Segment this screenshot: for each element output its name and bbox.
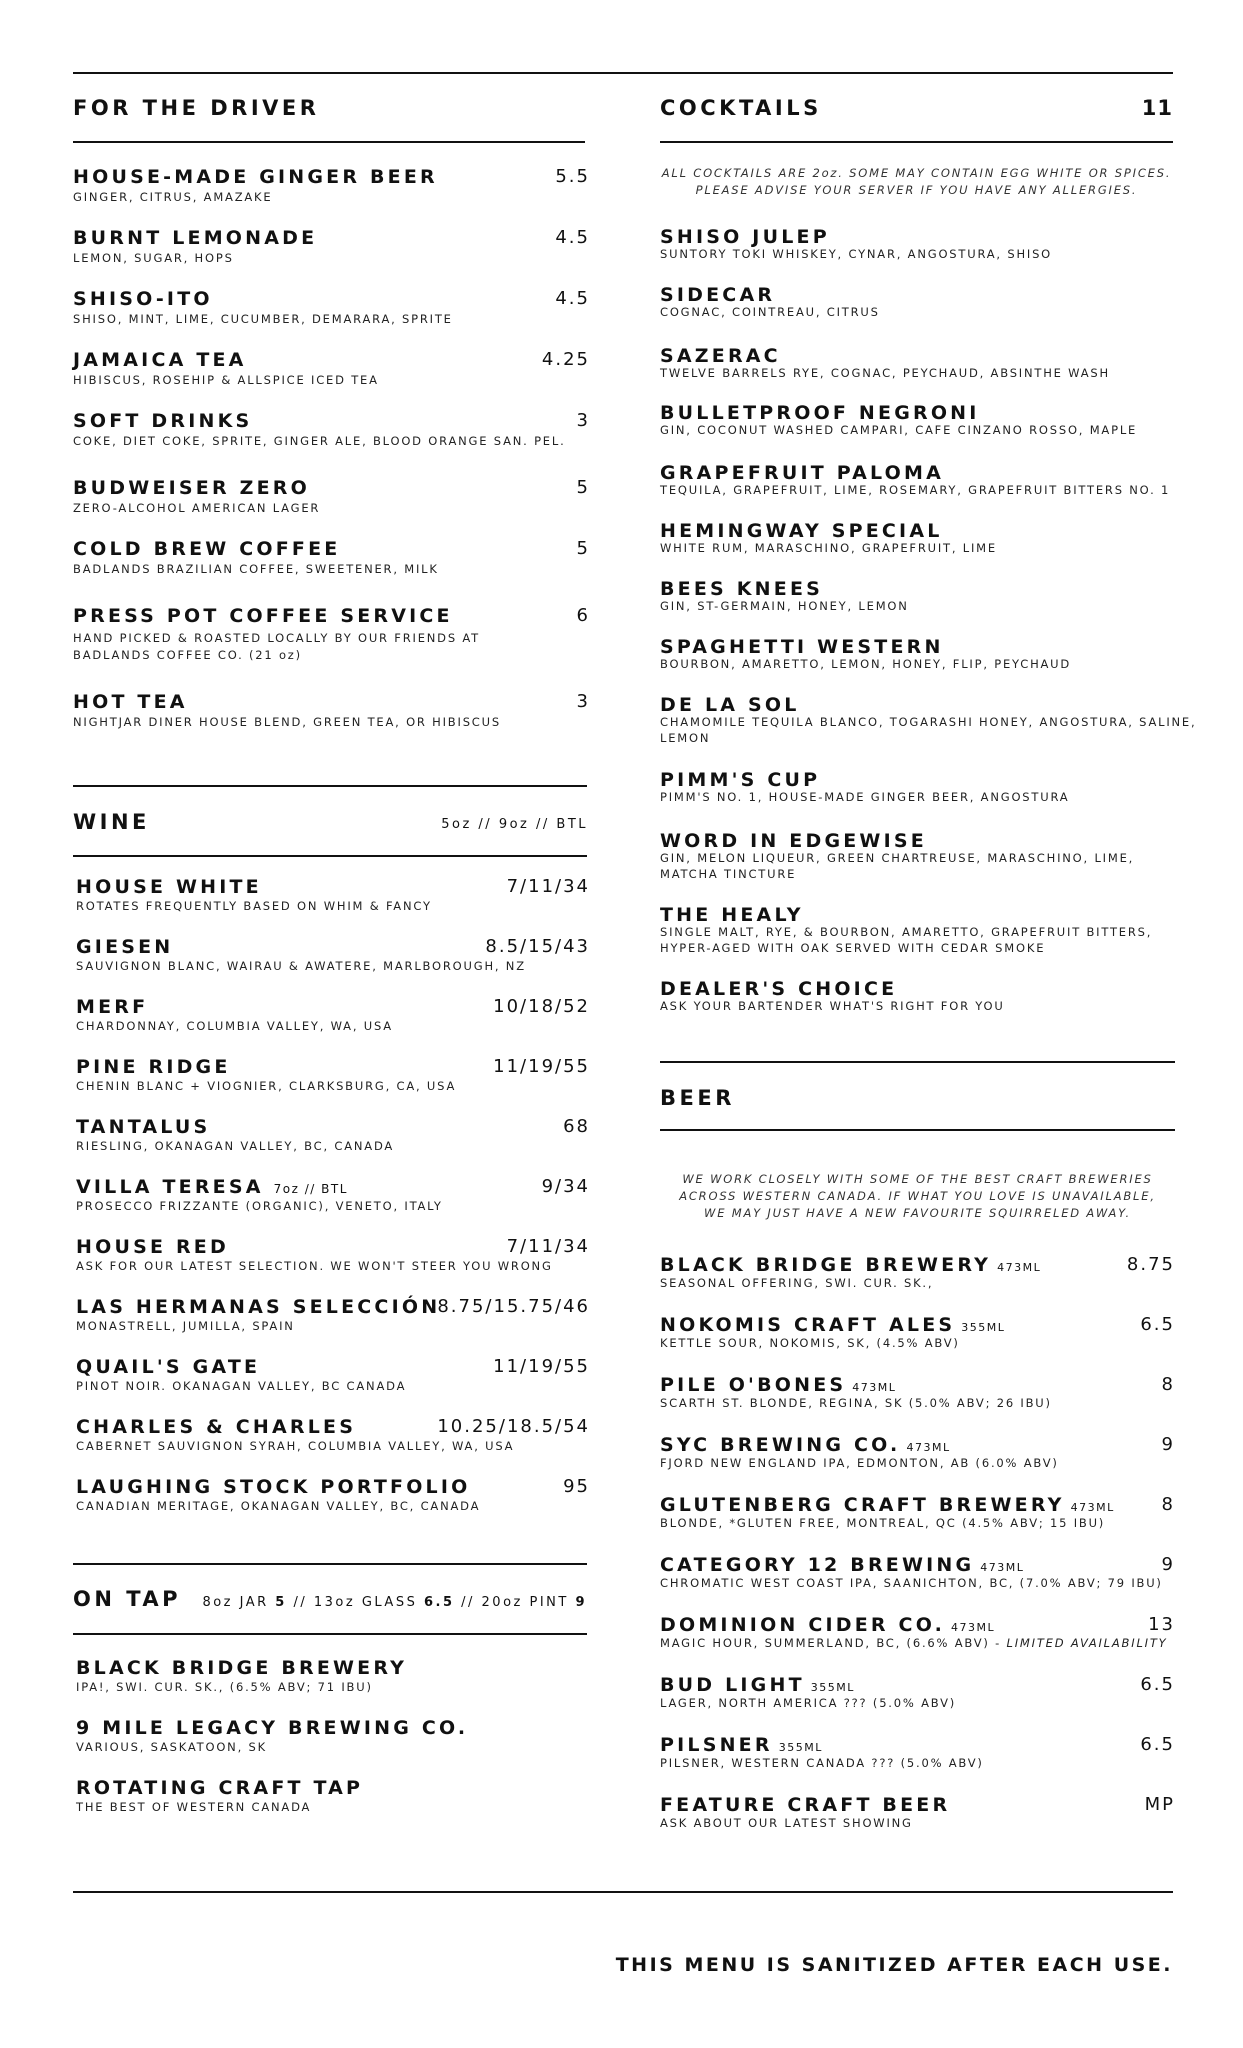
item-desc: GINGER, CITRUS, AMAZAKE bbox=[73, 190, 273, 204]
tap-size-glass: // 13oz GLASS bbox=[286, 1595, 424, 1610]
item-desc: SHISO, MINT, LIME, CUCUMBER, DEMARARA, SPRITE bbox=[73, 312, 453, 326]
item-desc: SAUVIGNON BLANC, WAIRAU & AWATERE, MARLBOROUGH, NZ bbox=[76, 959, 526, 973]
item-name: HOUSE-MADE GINGER BEER bbox=[73, 166, 438, 188]
item-desc: CHROMATIC WEST COAST IPA, SAANICHTON, BC, (7.0% ABV; 79 IBU) bbox=[660, 1576, 1163, 1590]
item-size: 473ML bbox=[906, 1441, 951, 1454]
item-desc: TEQUILA, GRAPEFRUIT, LIME, ROSEMARY, GRAPEFRUIT BITTERS NO. 1 bbox=[660, 483, 1171, 497]
wine-rule bbox=[73, 855, 587, 857]
item-name: BUDWEISER ZERO bbox=[73, 477, 310, 499]
item-price: 8 bbox=[1161, 1374, 1175, 1395]
item-price: 8 bbox=[1161, 1494, 1175, 1515]
item-desc: HAND PICKED & ROASTED LOCALLY BY OUR FRIENDS AT bbox=[73, 631, 480, 645]
item-desc bbox=[660, 1636, 1168, 1650]
cocktails-price: 11 bbox=[1141, 96, 1173, 120]
item-name bbox=[660, 1434, 951, 1456]
item-desc: GIN, ST-GERMAIN, HONEY, LEMON bbox=[660, 599, 909, 613]
item-name bbox=[660, 1554, 1024, 1576]
item-desc-emphasis: LIMITED AVAILABILITY bbox=[1006, 1636, 1168, 1650]
tap-section-title: ON TAP bbox=[73, 1587, 182, 1611]
item-desc-line-2: BADLANDS COFFEE CO. (21 oz) bbox=[73, 648, 302, 662]
tap-price-pint: 9 bbox=[575, 1595, 587, 1610]
item-name: BEES KNEES bbox=[660, 578, 824, 600]
item-pour-sizes: 7oz // BTL bbox=[273, 1182, 348, 1196]
item-name: GRAPEFRUIT PALOMA bbox=[660, 462, 944, 484]
item-desc: PIMM'S NO. 1, HOUSE-MADE GINGER BEER, ANGOSTURA bbox=[660, 790, 1070, 804]
item-desc: SUNTORY TOKI WHISKEY, CYNAR, ANGOSTURA, SHISO bbox=[660, 247, 1053, 261]
item-price: 11/19/55 bbox=[493, 1056, 590, 1077]
item-name: DEALER'S CHOICE bbox=[660, 978, 898, 1000]
item-name: TANTALUS bbox=[76, 1116, 211, 1138]
item-desc: SINGLE MALT, RYE, & BOURBON, AMARETTO, GRAPEFRUIT BITTERS, bbox=[660, 925, 1153, 939]
tap-size-jar: 8oz JAR bbox=[202, 1595, 276, 1610]
tap-rule bbox=[73, 1633, 587, 1635]
item-name-text: BUD LIGHT bbox=[660, 1674, 805, 1696]
item-desc: SEASONAL OFFERING, SWI. CUR. SK., bbox=[660, 1276, 934, 1290]
cocktails-note-line-2: PLEASE ADVISE YOUR SERVER IF YOU HAVE ANY ALLERGIES. bbox=[695, 183, 1138, 197]
item-desc: LAGER, NORTH AMERICA ??? (5.0% ABV) bbox=[660, 1696, 957, 1710]
wine-pour-sizes: 5oz // 9oz // BTL bbox=[441, 817, 588, 832]
item-name: QUAIL'S GATE bbox=[76, 1356, 261, 1378]
item-desc: SCARTH ST. BLONDE, REGINA, SK (5.0% ABV; 26 IBU) bbox=[660, 1396, 1052, 1410]
item-price: 6 bbox=[576, 605, 590, 626]
item-price: 6.5 bbox=[1140, 1734, 1175, 1755]
item-price: 3 bbox=[576, 691, 590, 712]
item-desc: HIBISCUS, ROSEHIP & ALLSPICE ICED TEA bbox=[73, 373, 379, 387]
item-desc-text: MAGIC HOUR, SUMMERLAND, BC, (6.6% ABV) - bbox=[660, 1636, 1007, 1650]
item-desc: COKE, DIET COKE, SPRITE, GINGER ALE, BLOOD ORANGE SAN. PEL. bbox=[73, 434, 566, 448]
item-size: 473ML bbox=[997, 1261, 1042, 1274]
item-desc: TWELVE BARRELS RYE, COGNAC, PEYCHAUD, ABSINTHE WASH bbox=[660, 366, 1110, 380]
item-desc: BADLANDS BRAZILIAN COFFEE, SWEETENER, MILK bbox=[73, 562, 439, 576]
item-price: 7/11/34 bbox=[506, 876, 590, 897]
item-name-text: VILLA TERESA bbox=[76, 1176, 264, 1198]
beer-rule bbox=[660, 1129, 1175, 1131]
item-name: THE HEALY bbox=[660, 904, 804, 926]
item-price: 4.25 bbox=[541, 349, 590, 370]
item-price: 11/19/55 bbox=[493, 1356, 590, 1377]
bottom-rule bbox=[73, 1891, 1173, 1893]
item-name: ROTATING CRAFT TAP bbox=[76, 1777, 364, 1799]
item-name bbox=[660, 1254, 1041, 1276]
item-desc: GIN, MELON LIQUEUR, GREEN CHARTREUSE, MARASCHINO, LIME, bbox=[660, 851, 1135, 865]
item-name: SHISO-ITO bbox=[73, 288, 213, 310]
item-name: MERF bbox=[76, 996, 149, 1018]
item-desc: CHENIN BLANC + VIOGNIER, CLARKSBURG, CA, USA bbox=[76, 1079, 457, 1093]
item-price: 4.5 bbox=[555, 227, 590, 248]
tap-pour-sizes bbox=[202, 1595, 587, 1610]
wine-section-title: WINE bbox=[73, 810, 150, 834]
item-name bbox=[660, 1494, 1115, 1516]
item-name-text: GLUTENBERG CRAFT BREWERY bbox=[660, 1494, 1065, 1516]
item-name: COLD BREW COFFEE bbox=[73, 538, 341, 560]
item-name bbox=[76, 1176, 348, 1198]
item-name: DE LA SOL bbox=[660, 694, 800, 716]
item-desc: ASK YOUR BARTENDER WHAT'S RIGHT FOR YOU bbox=[660, 999, 1005, 1013]
item-desc-line-2: HYPER-AGED WITH OAK SERVED WITH CEDAR SMOKE bbox=[660, 941, 1046, 955]
item-name bbox=[660, 1374, 896, 1396]
item-name: 9 MILE LEGACY BREWING CO. bbox=[76, 1717, 469, 1739]
item-desc: VARIOUS, SASKATOON, SK bbox=[76, 1740, 267, 1754]
item-price: 10/18/52 bbox=[493, 996, 590, 1017]
beer-note-line-1: WE WORK CLOSELY WITH SOME OF THE BEST CRAFT BREWERIES bbox=[682, 1172, 1153, 1186]
item-name: BURNT LEMONADE bbox=[73, 227, 318, 249]
item-name: HOUSE RED bbox=[76, 1236, 229, 1258]
item-price: 4.5 bbox=[555, 288, 590, 309]
item-desc: GIN, COCONUT WASHED CAMPARI, CAFE CINZANO ROSSO, MAPLE bbox=[660, 423, 1138, 437]
item-desc: CANADIAN MERITAGE, OKANAGAN VALLEY, BC, CANADA bbox=[76, 1499, 481, 1513]
item-size: 473ML bbox=[1070, 1501, 1115, 1514]
item-name-text: CATEGORY 12 BREWING bbox=[660, 1554, 975, 1576]
top-rule bbox=[73, 72, 1173, 74]
item-price: 6.5 bbox=[1140, 1314, 1175, 1335]
item-name: PINE RIDGE bbox=[76, 1056, 231, 1078]
item-desc: CHAMOMILE TEQUILA BLANCO, TOGARASHI HONEY, ANGOSTURA, SALINE, bbox=[660, 715, 1197, 729]
item-desc-line-2: LEMON bbox=[660, 731, 711, 745]
cocktails-section-title: COCKTAILS bbox=[660, 96, 822, 120]
item-price: 9/34 bbox=[541, 1176, 590, 1197]
item-name: SIDECAR bbox=[660, 284, 776, 306]
tap-price-jar: 5 bbox=[275, 1595, 287, 1610]
item-desc: PROSECCO FRIZZANTE (ORGANIC), VENETO, ITALY bbox=[76, 1199, 443, 1213]
beer-top-rule bbox=[660, 1061, 1175, 1063]
item-name: HOT TEA bbox=[73, 691, 188, 713]
item-name: LAS HERMANAS SELECCIÓN bbox=[76, 1296, 441, 1318]
item-name: HEMINGWAY SPECIAL bbox=[660, 520, 943, 542]
item-price: 9 bbox=[1161, 1434, 1175, 1455]
item-name bbox=[660, 1614, 995, 1636]
item-price: 5.5 bbox=[555, 166, 590, 187]
item-size: 355ML bbox=[961, 1321, 1006, 1334]
item-name-text: PILSNER bbox=[660, 1734, 773, 1756]
tap-price-glass: 6.5 bbox=[423, 1595, 455, 1610]
driver-section-title: FOR THE DRIVER bbox=[73, 96, 320, 120]
item-price: 3 bbox=[576, 410, 590, 431]
item-name: FEATURE CRAFT BEER bbox=[660, 1794, 951, 1816]
item-price: 9 bbox=[1161, 1554, 1175, 1575]
tap-size-pint: // 20oz PINT bbox=[454, 1595, 576, 1610]
item-name-text: NOKOMIS CRAFT ALES bbox=[660, 1314, 956, 1336]
item-price: 95 bbox=[563, 1476, 590, 1497]
item-name: WORD IN EDGEWISE bbox=[660, 830, 927, 852]
item-desc: ASK FOR OUR LATEST SELECTION. WE WON'T STEER YOU WRONG bbox=[76, 1259, 553, 1273]
cocktails-note bbox=[660, 165, 1173, 199]
item-name: GIESEN bbox=[76, 936, 174, 958]
cocktails-note-line-1: ALL COCKTAILS ARE 2oz. SOME MAY CONTAIN EGG WHITE OR SPICES. bbox=[661, 166, 1172, 180]
item-desc: ZERO-ALCOHOL AMERICAN LAGER bbox=[73, 501, 321, 515]
item-desc: WHITE RUM, MARASCHINO, GRAPEFRUIT, LIME bbox=[660, 541, 997, 555]
item-price: 6.5 bbox=[1140, 1674, 1175, 1695]
item-desc: LEMON, SUGAR, HOPS bbox=[73, 251, 234, 265]
item-price: 8.75 bbox=[1126, 1254, 1175, 1275]
beer-section-title: BEER bbox=[660, 1086, 735, 1110]
item-desc: KETTLE SOUR, NOKOMIS, SK, (4.5% ABV) bbox=[660, 1336, 960, 1350]
item-price: 5 bbox=[576, 477, 590, 498]
item-price: 10.25/18.5/54 bbox=[437, 1416, 590, 1437]
beer-note-line-2: ACROSS WESTERN CANADA. IF WHAT YOU LOVE IS UNAVAILABLE, bbox=[679, 1189, 1156, 1203]
item-name: HOUSE WHITE bbox=[76, 876, 262, 898]
item-price: 13 bbox=[1148, 1614, 1175, 1635]
item-name: SAZERAC bbox=[660, 345, 781, 367]
footer-sanitized-note: THIS MENU IS SANITIZED AFTER EACH USE. bbox=[615, 1954, 1173, 1976]
item-price: 5 bbox=[576, 538, 590, 559]
item-name: PRESS POT COFFEE SERVICE bbox=[73, 605, 453, 627]
item-desc: COGNAC, COINTREAU, CITRUS bbox=[660, 305, 880, 319]
item-desc: ROTATES FREQUENTLY BASED ON WHIM & FANCY bbox=[76, 899, 432, 913]
item-price: 8.75/15.75/46 bbox=[437, 1296, 590, 1317]
cocktails-rule bbox=[660, 141, 1173, 143]
item-size: 355ML bbox=[810, 1681, 855, 1694]
item-name-text: DOMINION CIDER CO. bbox=[660, 1614, 946, 1636]
wine-top-rule bbox=[73, 785, 587, 787]
item-desc: BLONDE, *GLUTEN FREE, MONTREAL, QC (4.5% ABV; 15 IBU) bbox=[660, 1516, 1106, 1530]
item-desc-line-2: MATCHA TINCTURE bbox=[660, 867, 797, 881]
item-size: 473ML bbox=[852, 1381, 897, 1394]
item-size: 355ML bbox=[778, 1741, 823, 1754]
item-name bbox=[660, 1674, 855, 1696]
beer-note bbox=[660, 1171, 1175, 1222]
item-name bbox=[660, 1734, 823, 1756]
item-desc: ASK ABOUT OUR LATEST SHOWING bbox=[660, 1816, 913, 1830]
item-desc: MONASTRELL, JUMILLA, SPAIN bbox=[76, 1319, 295, 1333]
item-desc: BOURBON, AMARETTO, LEMON, HONEY, FLIP, PEYCHAUD bbox=[660, 657, 1072, 671]
item-desc: PILSNER, WESTERN CANADA ??? (5.0% ABV) bbox=[660, 1756, 984, 1770]
item-desc: THE BEST OF WESTERN CANADA bbox=[76, 1800, 312, 1814]
item-price: 68 bbox=[563, 1116, 590, 1137]
item-desc: FJORD NEW ENGLAND IPA, EDMONTON, AB (6.0% ABV) bbox=[660, 1456, 1059, 1470]
item-size: 473ML bbox=[980, 1561, 1025, 1574]
item-name: CHARLES & CHARLES bbox=[76, 1416, 357, 1438]
item-price: MP bbox=[1144, 1794, 1175, 1815]
item-size: 473ML bbox=[951, 1621, 996, 1634]
item-name: SPAGHETTI WESTERN bbox=[660, 636, 944, 658]
item-name: PIMM'S CUP bbox=[660, 769, 821, 791]
item-name-text: BLACK BRIDGE BREWERY bbox=[660, 1254, 992, 1276]
item-price: 7/11/34 bbox=[506, 1236, 590, 1257]
item-desc: PINOT NOIR. OKANAGAN VALLEY, BC CANADA bbox=[76, 1379, 407, 1393]
item-name-text: SYC BREWING CO. bbox=[660, 1434, 901, 1456]
item-name: SOFT DRINKS bbox=[73, 410, 253, 432]
item-desc: RIESLING, OKANAGAN VALLEY, BC, CANADA bbox=[76, 1139, 395, 1153]
item-desc: NIGHTJAR DINER HOUSE BLEND, GREEN TEA, OR HIBISCUS bbox=[73, 715, 501, 729]
item-name bbox=[660, 1314, 1005, 1336]
item-name: SHISO JULEP bbox=[660, 226, 830, 248]
item-name-text: PILE O'BONES bbox=[660, 1374, 847, 1396]
beer-note-line-3: WE MAY JUST HAVE A NEW FAVOURITE SQUIRRELED AWAY. bbox=[704, 1206, 1131, 1220]
item-name: LAUGHING STOCK PORTFOLIO bbox=[76, 1476, 471, 1498]
item-desc: CABERNET SAUVIGNON SYRAH, COLUMBIA VALLEY, WA, USA bbox=[76, 1439, 515, 1453]
item-name: BULLETPROOF NEGRONI bbox=[660, 402, 980, 424]
item-name: BLACK BRIDGE BREWERY bbox=[76, 1657, 408, 1679]
item-price: 8.5/15/43 bbox=[485, 936, 590, 957]
item-desc: CHARDONNAY, COLUMBIA VALLEY, WA, USA bbox=[76, 1019, 393, 1033]
tap-top-rule bbox=[73, 1563, 587, 1565]
item-desc: IPA!, SWI. CUR. SK., (6.5% ABV; 71 IBU) bbox=[76, 1680, 373, 1694]
driver-rule bbox=[73, 141, 585, 143]
item-name: JAMAICA TEA bbox=[73, 349, 247, 371]
